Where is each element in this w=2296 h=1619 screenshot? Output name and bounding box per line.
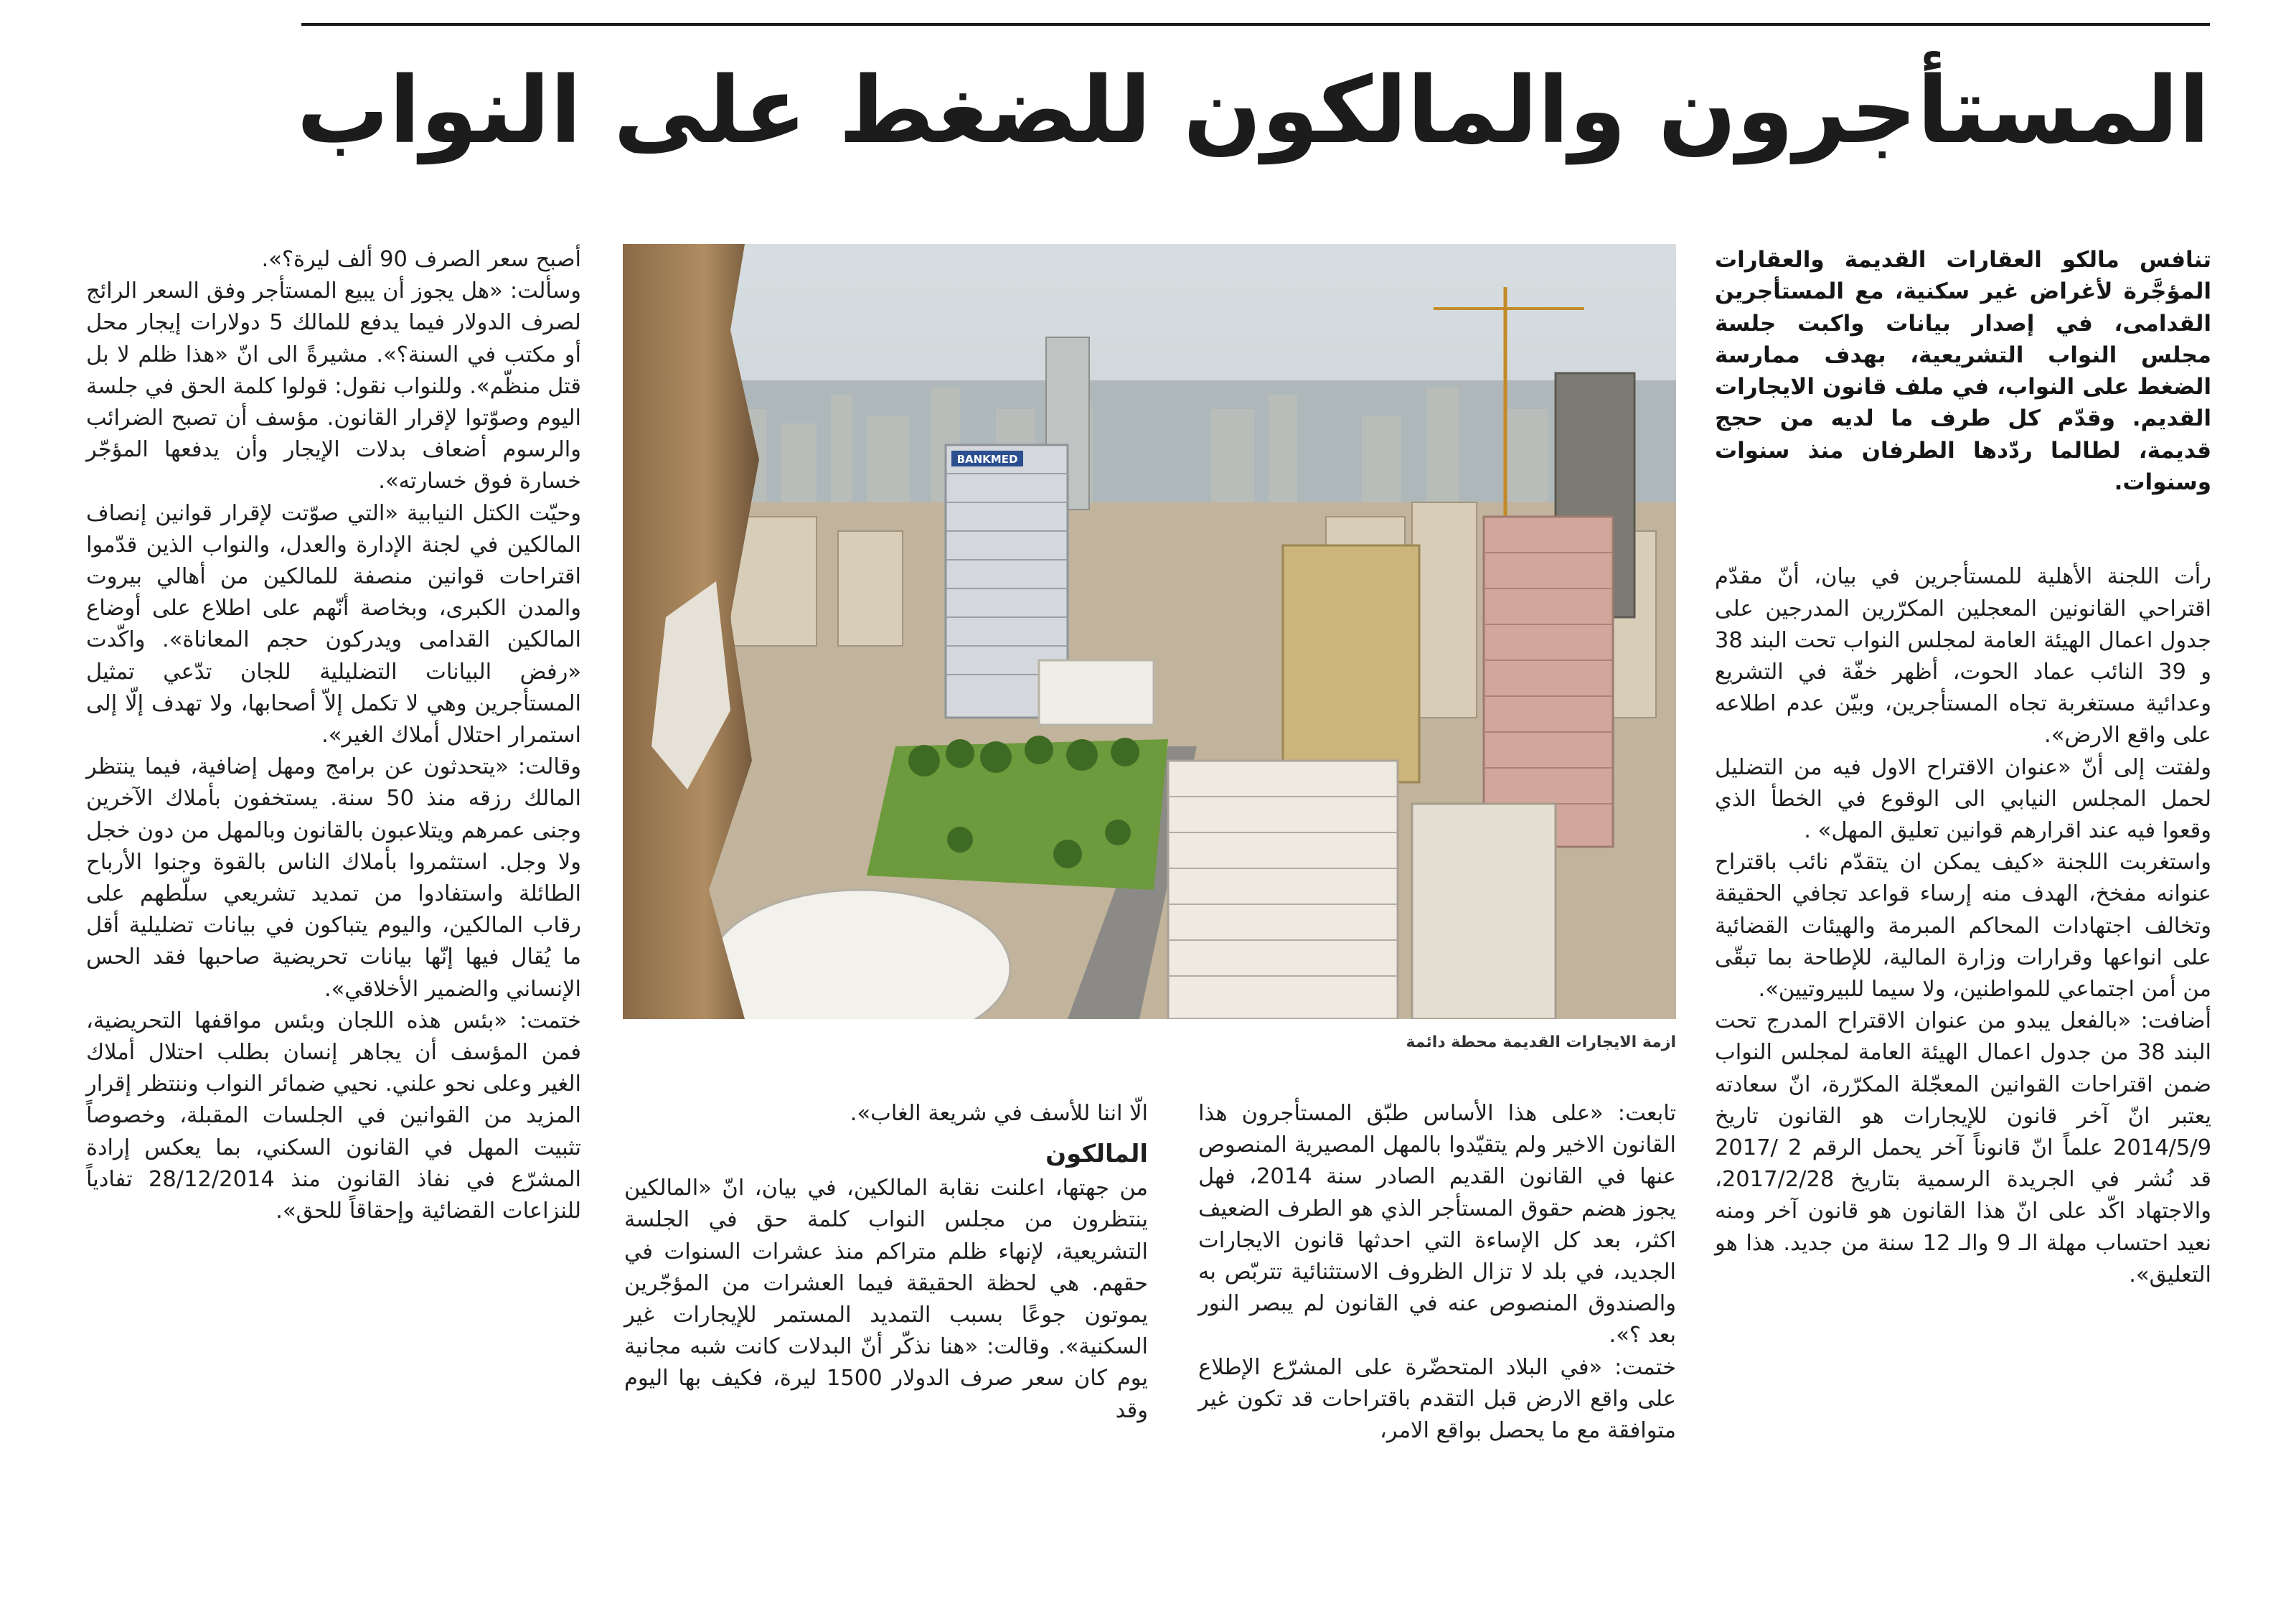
body-paragraph: واستغربت اللجنة «كيف يمكن ان يتقدّم نائب باقتراح عنوانه مفخخ، الهدف منه إرساء قواعد تجافي الحقيقة وتخالف اجتهادات المحاكم المبرمة والهيئات القضائية على انواعها وقرارات وزارة المالية، للإطاحة بما تبقّى من أمن اجتماعي للمواطنين، ولا سيما للبيروتيين». — [1715, 850, 2211, 1003]
top-rule — [301, 23, 2210, 26]
body-paragraph: رأت اللجنة الأهلية للمستأجرين في بيان، أنّ مقدّم اقتراحي القانونين المعجلين المكرّرين المدرجين على جدول اعمال الهيئة العامة لمجلس النواب تحت البند 38 و 39 النائب عماد الحوت، أظهر خفّة في التشريع وعدائية مستغربة تجاه المستأجرين، وبيّن عدم اطلاعه على واقع الارض». — [1715, 564, 2211, 749]
column-4 — [86, 244, 581, 1586]
body-paragraph: وقالت: «يتحدثون عن برامج ومهل إضافية، فيما ينتظر المالك رزقه منذ 50 سنة. يستخفون بأملاك الآخرين وجنى عمرهم ويتلاعبون بالقانون وبالمهل من دون خجل ولا وجل. استثمروا بأملاك الناس بالقوة وجنوا الأرباح الطائلة واستفادوا من تمديد تشريعي سلّطهم على رقاب المالكين، واليوم يتباكون في بيانات تضليلية أقل ما يُقال فيها إنّها بيانات تحريضية صاحبها فقد الحس الإنساني والضمير الأخلاقي». — [86, 754, 581, 1002]
body-paragraph: أصبح سعر الصرف 90 ألف ليرة؟». — [261, 247, 581, 272]
beirut-cityscape-image — [623, 244, 1676, 1019]
headline: المستأجرون والمالكون للضغط على النواب — [296, 57, 2210, 164]
column-2 — [1198, 1098, 1676, 1586]
column-3 — [624, 1098, 1148, 1586]
body-paragraph: الّا اننا للأسف في شريعة الغاب». — [850, 1101, 1148, 1126]
body-paragraph: وسألت: «هل يجوز أن يبيع المستأجر وفق السعر الرائج لصرف الدولار فيما يدفع للمالك 5 دولارات إيجار محل أو مكتب في السنة؟». مشيرةً الى انّ «هذا ظلم لا بل قتل منظّم». وللنواب نقول: قولوا كلمة الحق في جلسة اليوم وصوّتوا لإقرار القانون. مؤسف أن تصبح الضرائب والرسوم أضعاف بدلات الإيجار وأن يدفعها المؤجّر خسارة فوق خسارته». — [86, 278, 581, 494]
article-photo — [623, 244, 1676, 1019]
body-paragraph: من جهتها، اعلنت نقابة المالكين، في بيان، انّ «المالكين ينتظرون من مجلس النواب كلمة حق في الجلسة التشريعية، لإنهاء ظلم متراكم منذ عشرات السنوات في حقهم. هي لحظة الحقيقة فيما العشرات من المؤجّرين يموتون جوعًا بسبب التمديد المستمر للإيجارات غير السكنية». وقالت: «هنا نذكّر أنّ البدلات كانت شبه مجانية يوم كان سعر صرف الدولار 1500 ليرة، فكيف بها اليوم وقد — [624, 1175, 1148, 1423]
body-paragraph: ختمت: «بئس هذه اللجان وبئس مواقفها التحريضية، فمن المؤسف أن يجاهر إنسان بطلب احتلال أملاك الغير وعلى نحو علني. نحيي ضمائر النواب وننتظر إقرار المزيد من القوانين في الجلسات المقبلة، وخصوصاً تثبيت المهل في القانون السكني، بما يعكس إرادة المشرّع في نفاذ القانون منذ 28/12/2014 تفادياً للنزاعات القضائية وإحقاقاً للحق». — [86, 1008, 581, 1224]
bank-sign-text: BANKMED — [956, 453, 1018, 466]
body-paragraph: أضافت: «بالفعل يبدو من عنوان الاقتراح المدرج تحت البند 38 من جدول اعمال الهيئة العامة لمجلس النواب ضمن اقتراحات القوانين المعجّلة المكرّرة، انّ سعادته يعتبر انّ آخر قانون للإيجارات هو القانون تاريخ 2014/5/9 علماً انّ قانوناً آخر يحمل الرقم 2 /2017 قد نُشر في الجريدة الرسمية بتاريخ 2017/2/28، والاجتهاد اكّد على انّ هذا القانون هو قانون آخر ومنه نعيد احتساب مهلة الـ 9 والـ 12 سنة من جديد. هذا هو التعليق». — [1715, 1008, 2212, 1287]
column-1 — [1715, 244, 2211, 1579]
lead-paragraph: تنافس مالكو العقارات القديمة والعقارات المؤجَّرة لأغراض غير سكنية، مع المستأجرين القدامى، في إصدار بيانات واكبت جلسة مجلس النواب التشريعية، بهدف ممارسة الضغط على النواب، في ملف قانون الايجارات القديم. وقدّم كل طرف ما لديه من حجج قديمة، لطالما ردّدها الطرفان منذ سنوات وسنوات. — [1715, 247, 2211, 496]
body-paragraph: ختمت: «في البلاد المتحضّرة على المشرّع الإطلاع على واقع الارض قبل التقدم باقتراحات قد تكون غير متوافقة مع ما يحصل بواقع الامر، — [1198, 1354, 1676, 1444]
body-paragraph: وحيّت الكتل النيابية «التي صوّتت لإقرار قوانين إنصاف المالكين في لجنة الإدارة والعدل، والنواب الذين قدّموا اقتراحات قوانين منصفة للمالكين من أهالي بيروت والمدن الكبرى، وبخاصة أنّهم على اطلاع على أوضاع المالكين القدامى ويدركون حجم المعاناة». واكّدت «رفض البيانات التضليلية للجان تدّعي تمثيل المستأجرين وهي لا تكمل إلاّ أصحابها، ولا تهدف إلّا إلى استمرار احتلال أملاك الغير». — [86, 500, 581, 749]
photo-caption: ازمة الايجارات القديمة محطة دائمة — [1406, 1033, 1676, 1051]
body-paragraph: ولفتت إلى أنّ «عنوان الاقتراح الاول فيه من التضليل لحمل المجلس النيابي الى الوقوع في الخطأ الذي وقعوا فيه عند اقرارهم قوانين تعليق المهل» . — [1715, 754, 2211, 843]
section-subheading: المالكون — [1045, 1140, 1148, 1169]
body-paragraph: تابعت: «على هذا الأساس طبّق المستأجرون هذا القانون الاخير ولم يتقيّدوا بالمهل المصيرية المنصوص عنها في القانون القديم الصادر سنة 2014، فهل يجوز هضم حقوق المستأجر الذي هو الطرف الضعيف اكثر، بعد كل الإساءة التي احدثها قانون الايجارات الجديد، في بلد لا تزال الظروف الاستثنائية تتربّص به والصندوق المنصوص عنه في القانون لم يبصر النور بعد ؟». — [1198, 1101, 1677, 1348]
